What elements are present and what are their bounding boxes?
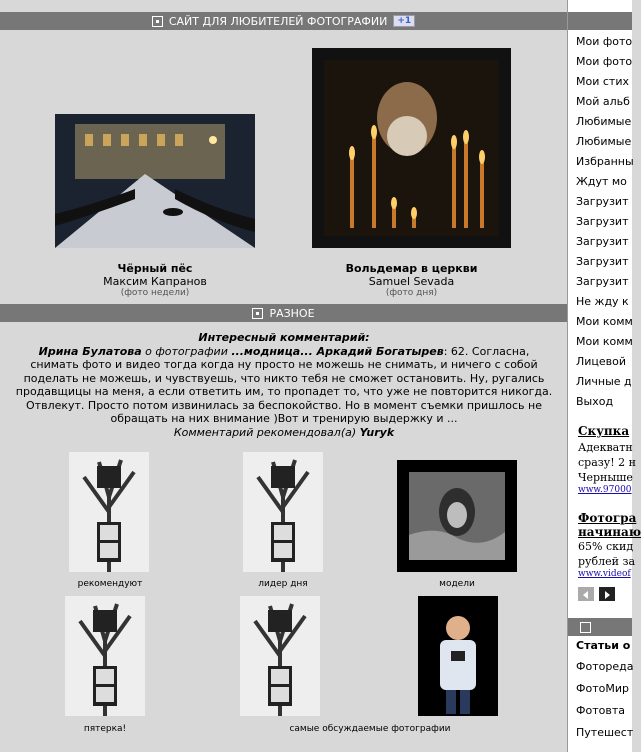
featured-author-2[interactable]: Samuel Sevada [368, 275, 455, 288]
ad-line: 65% скид [578, 540, 634, 553]
tree-shadow-image [243, 452, 323, 572]
next-arrow-icon[interactable] [599, 587, 615, 601]
photographer-portrait-image [418, 596, 498, 716]
sidebar-articles-bar [568, 618, 632, 636]
thumb-models[interactable] [397, 460, 517, 576]
caption-discussed[interactable]: самые обсуждаемые фотографии [289, 724, 451, 734]
sidebar-menu [568, 30, 632, 412]
thumb-five[interactable] [65, 596, 145, 720]
article-link[interactable]: Фотовта [576, 704, 625, 717]
sidebar-item[interactable]: Мои стих [576, 75, 629, 88]
section-title-misc: РАЗНОЕ [269, 306, 315, 320]
sidebar-item[interactable]: Загрузит [576, 255, 629, 268]
comment-author[interactable]: Ирина Булатова [38, 344, 142, 358]
featured-tag-2: (фото дня) [385, 288, 438, 298]
featured-title-2[interactable]: Вольдемар в церкви [345, 262, 478, 275]
prev-arrow-icon[interactable] [578, 587, 594, 601]
ad-line: рублей за [578, 555, 636, 568]
ad-link[interactable]: www.97000 [578, 485, 632, 495]
tree-shadow-image [240, 596, 320, 716]
site-title: САЙТ ДЛЯ ЛЮБИТЕЛЕЙ ФОТОГРАФИИ [168, 14, 388, 28]
article-link[interactable]: Фотореда [576, 660, 634, 673]
thumb-leader[interactable] [243, 452, 323, 576]
caption-leader[interactable]: лидер дня [258, 579, 308, 589]
caption-models[interactable]: модели [439, 579, 475, 589]
sidebar-item-logout[interactable]: Выход [576, 395, 614, 408]
section-icon [152, 16, 163, 27]
comment-about: о фотографии [145, 344, 228, 358]
ad-title[interactable]: Фотогра [578, 511, 637, 525]
sidebar-item[interactable]: Избранны [576, 155, 634, 168]
featured-caption-2 [312, 262, 511, 298]
comment-recommended-by: Комментарий рекомендовал(а) [173, 425, 357, 439]
caption-recommend[interactable]: рекомендуют [77, 579, 143, 589]
ad-line: сразу! 2 н [578, 456, 636, 469]
sidebar-item[interactable]: Ждут мо [576, 175, 627, 188]
featured-author-1[interactable]: Максим Капранов [103, 275, 207, 288]
tree-shadow-image [69, 452, 149, 572]
thumb-recommend[interactable] [69, 452, 149, 576]
ad-title-line2[interactable]: начинаю [578, 525, 641, 539]
plus-one-button[interactable]: +1 [393, 15, 415, 27]
article-link[interactable]: ФотоМир [576, 682, 629, 695]
sidebar-ad-2 [568, 511, 641, 579]
comment-heading: Интересный комментарий: [198, 331, 370, 344]
woman-water-image [397, 460, 517, 572]
sidebar-item[interactable]: Любимые [576, 135, 632, 148]
section-bar-misc [0, 304, 567, 322]
articles-heading: Статьи о [576, 639, 631, 652]
sidebar-item[interactable]: Загрузит [576, 235, 629, 248]
comment-photo-link[interactable]: ...модница... Аркадий Богатырев [231, 344, 444, 358]
interesting-comment [14, 331, 554, 439]
sidebar-item[interactable]: Загрузит [576, 275, 629, 288]
ad-title[interactable]: Скупка [578, 424, 630, 438]
thumb-photographer[interactable] [418, 596, 498, 720]
featured-title-1[interactable]: Чёрный пёс [117, 262, 193, 275]
church-candles-image [312, 48, 511, 248]
ad-line: Адекватн [578, 441, 633, 454]
caption-five[interactable]: пятерка! [83, 724, 127, 734]
sidebar-ad-1 [568, 424, 636, 495]
sidebar-item[interactable]: Любимые [576, 115, 632, 128]
sidebar-item[interactable]: Мои комм [576, 315, 633, 328]
featured-tag-1: (фото недели) [120, 288, 190, 298]
tree-shadow-image [65, 596, 145, 716]
sidebar-item[interactable]: Мои фото [576, 35, 633, 48]
sidebar-item[interactable]: Не жду к [576, 295, 629, 308]
photo-woldemar-church[interactable] [312, 48, 511, 248]
sidebar-header-bar [568, 12, 632, 30]
ad-line: Черныше [578, 471, 633, 484]
sidebar-item[interactable]: Загрузит [576, 195, 629, 208]
sidebar-item[interactable]: Мои комм [576, 335, 633, 348]
sidebar-item[interactable]: Личные д [576, 375, 632, 388]
sidebar [567, 0, 641, 752]
section-icon [252, 308, 263, 319]
featured-caption-1 [55, 262, 255, 298]
section-icon [580, 622, 591, 633]
comment-recommender[interactable]: Yuryk [359, 425, 395, 439]
ad-link[interactable]: www.videof [578, 569, 631, 579]
thumb-discussed[interactable] [240, 596, 320, 720]
sidebar-item[interactable]: Лицевой [576, 355, 627, 368]
night-street-image [55, 114, 255, 248]
sidebar-item[interactable]: Загрузит [576, 215, 629, 228]
article-link[interactable]: Путешест [576, 726, 634, 739]
site-header-bar [0, 12, 567, 30]
sidebar-item[interactable]: Мой альб [576, 95, 630, 108]
ad-nav [568, 587, 632, 606]
comment-text: : 62. Согласна, снимать фото и видео тогда когда ну просто не можешь не снимать, и ничего с собой поделать не можешь, и чувствуешь, что никто тебя не сможет остановить. Ну, ругались продавщицы на меня, а если ответить им, то пропадет то, что уже не повторится никогда. Отвлекут. Просто потом извинилась за беспокойство. Но в момент съемки пришлось не обращать на них внимание )Вот и тренирую выдержку и ... [15, 344, 553, 425]
photo-black-dog[interactable] [55, 114, 255, 248]
sidebar-item[interactable]: Мои фото [576, 55, 633, 68]
